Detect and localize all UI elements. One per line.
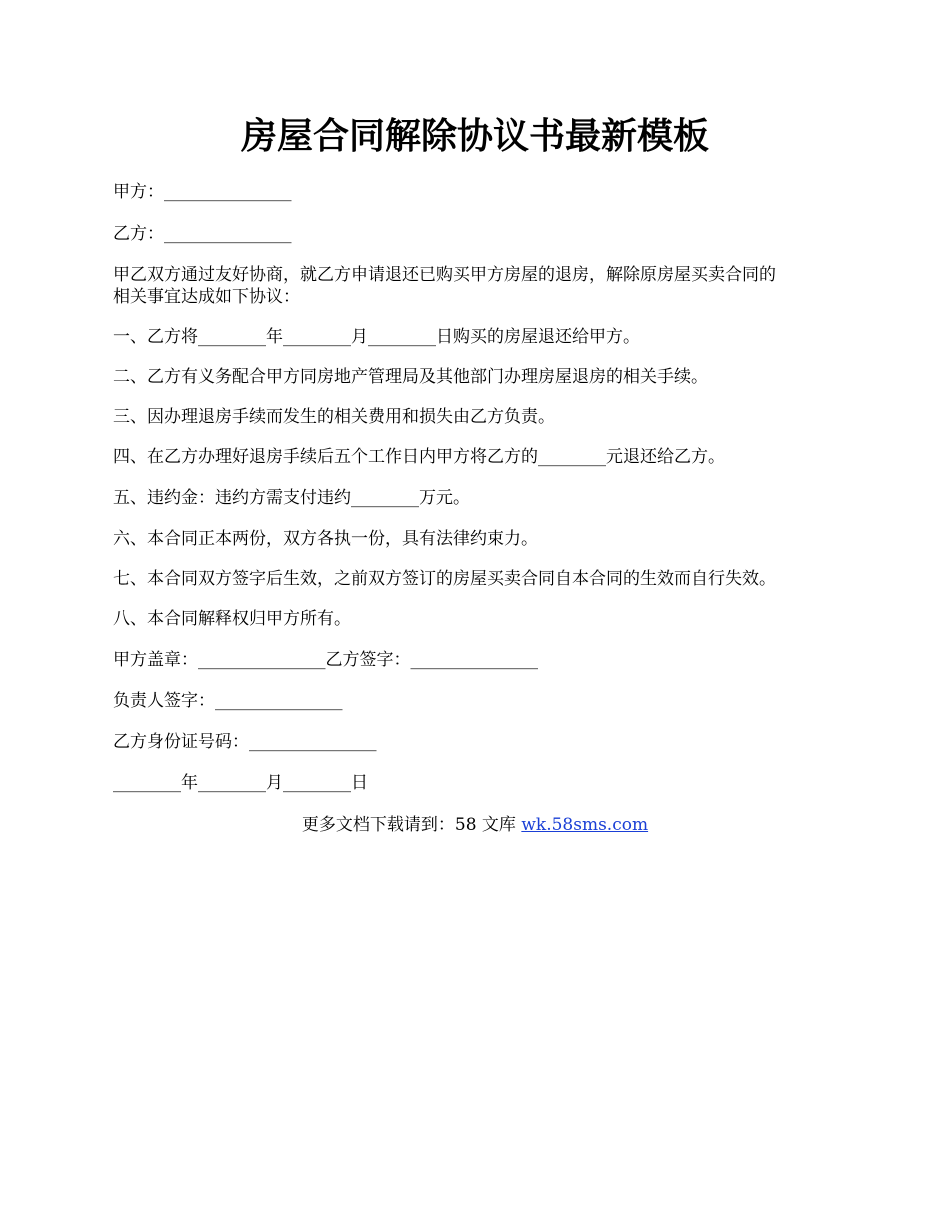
clause-2: 二、乙方有义务配合甲方同房地产管理局及其他部门办理房屋退房的相关手续。 (113, 367, 708, 387)
footer-link[interactable]: wk.58sms.com (521, 815, 649, 835)
clause-7: 七、本合同双方签字后生效，之前双方签订的房屋买卖合同自本合同的生效而自行失效。 (113, 569, 776, 589)
responsible-signature-line: 负责人签字：_______________ (113, 691, 343, 711)
intro-paragraph-line-2: 相关事宜达成如下协议： (113, 287, 300, 307)
clause-6: 六、本合同正本两份，双方各执一份，具有法律约束力。 (113, 529, 538, 549)
clause-8: 八、本合同解释权归甲方所有。 (113, 609, 351, 629)
seal-signature-line: 甲方盖章：_______________乙方签字：_______________ (113, 650, 538, 670)
clause-5: 五、违约金：违约方需支付违约________万元。 (113, 488, 470, 508)
footer (0, 813, 950, 837)
clause-1: 一、乙方将________年________月________日购买的房屋退还给甲方。 (113, 327, 640, 347)
party-b-line: 乙方：_______________ (113, 224, 292, 244)
intro-paragraph-line-1: 甲乙双方通过友好协商，就乙方申请退还已购买甲方房屋的退房，解除原房屋买卖合同的 (113, 265, 776, 285)
clause-3: 三、因办理退房手续而发生的相关费用和损失由乙方负责。 (113, 407, 555, 427)
date-line: ________年________月________日 (113, 773, 368, 793)
party-a-line: 甲方：_______________ (113, 182, 292, 202)
clause-4: 四、在乙方办理好退房手续后五个工作日内甲方将乙方的________元退还给乙方。 (113, 447, 725, 467)
document-title: 房屋合同解除协议书最新模板 (240, 115, 709, 157)
footer-text: 更多文档下载请到：58 文库 (301, 815, 522, 835)
id-number-line: 乙方身份证号码：_______________ (113, 732, 377, 752)
